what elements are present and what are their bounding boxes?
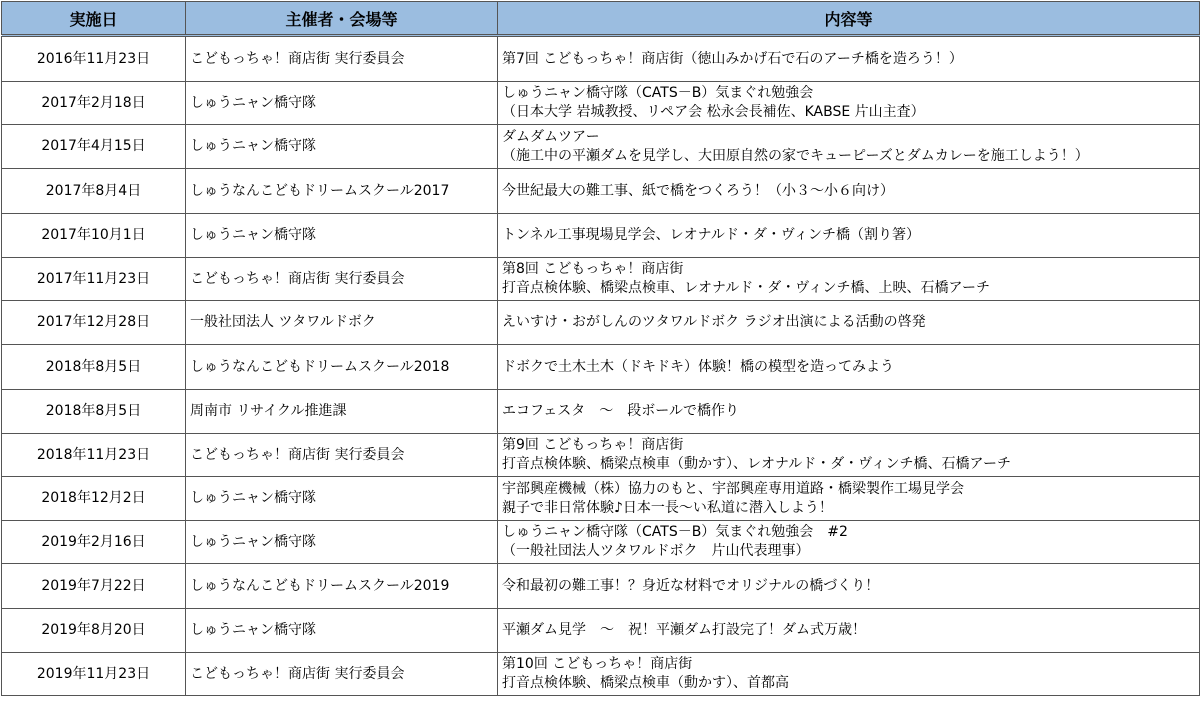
table-row [2,214,1200,258]
table-row [2,301,1200,345]
table-row [2,36,1200,82]
organizer-cell: しゅうなんこどもドリームスクール2017 [186,169,498,214]
organizer-cell: しゅうニャン橋守隊 [186,214,498,258]
organizer-cell: しゅうなんこどもドリームスクール2018 [186,345,498,390]
organizer-cell: しゅうニャン橋守隊 [186,82,498,125]
table-row [2,653,1200,696]
date-cell: 2017年8月4日 [2,169,186,214]
organizer-cell: しゅうニャン橋守隊 [186,477,498,521]
date-cell: 2018年8月5日 [2,345,186,390]
content-cell: 宇部興産機械（株）協力のもと、宇部興産専用道路・橋梁製作工場見学会 親子で非日常体験♪日本一長～い私道に潜入しよう！ [498,477,1200,521]
content-cell: 第8回 こどもっちゃ！商店街 打音点検体験、橋梁点検車、レオナルド・ダ・ヴィンチ橋、上映、石橋アーチ [498,258,1200,301]
date-cell: 2017年4月15日 [2,125,186,169]
content-cell: ドボクで土木土木（ドキドキ）体験！橋の模型を造ってみよう [498,345,1200,390]
table-row [2,390,1200,434]
table-row [2,434,1200,477]
content-cell: ダムダムツアー （施工中の平瀬ダムを見学し、大田原自然の家でキューピーズとダムカレーを施工しよう！） [498,125,1200,169]
header-date: 実施日 [2,2,186,36]
table-row [2,125,1200,169]
date-cell: 2017年2月18日 [2,82,186,125]
organizer-cell: しゅうニャン橋守隊 [186,521,498,564]
date-cell: 2018年12月2日 [2,477,186,521]
organizer-cell: しゅうなんこどもドリームスクール2019 [186,564,498,609]
table-row [2,258,1200,301]
date-cell: 2019年7月22日 [2,564,186,609]
date-cell: 2017年12月28日 [2,301,186,345]
date-cell: 2018年8月5日 [2,390,186,434]
organizer-cell: こどもっちゃ！商店街 実行委員会 [186,653,498,696]
date-cell: 2017年11月23日 [2,258,186,301]
header-row [2,2,1200,36]
organizer-cell: こどもっちゃ！商店街 実行委員会 [186,36,498,82]
content-cell: 今世紀最大の難工事、紙で橋をつくろう！（小３～小６向け） [498,169,1200,214]
header-content: 内容等 [498,2,1200,36]
content-cell: 平瀬ダム見学 ～ 祝！平瀬ダム打設完了！ダム式万歳！ [498,609,1200,653]
table-row [2,345,1200,390]
date-cell: 2016年11月23日 [2,36,186,82]
content-cell: 令和最初の難工事！？身近な材料でオリジナルの橋づくり！ [498,564,1200,609]
organizer-cell: こどもっちゃ！商店街 実行委員会 [186,434,498,477]
content-cell: エコフェスタ ～ 段ボールで橋作り [498,390,1200,434]
content-cell: 第9回 こどもっちゃ！商店街 打音点検体験、橋梁点検車（動かす）、レオナルド・ダ・ヴィンチ橋、石橋アーチ [498,434,1200,477]
content-cell: しゅうニャン橋守隊（CATS－B）気まぐれ勉強会 #2 （一般社団法人ツタワルドボク 片山代表理事） [498,521,1200,564]
table-row [2,609,1200,653]
date-cell: 2019年2月16日 [2,521,186,564]
organizer-cell: しゅうニャン橋守隊 [186,609,498,653]
content-cell: えいすけ・おがしんのツタワルドボク ラジオ出演による活動の啓発 [498,301,1200,345]
table-row [2,477,1200,521]
table-row [2,169,1200,214]
organizer-cell: 一般社団法人 ツタワルドボク [186,301,498,345]
table-row [2,521,1200,564]
content-cell: 第10回 こどもっちゃ！商店街 打音点検体験、橋梁点検車（動かす）、首都高 [498,653,1200,696]
content-cell: しゅうニャン橋守隊（CATS－B）気まぐれ勉強会 （日本大学 岩城教授、リペア会 松永会長補佐、KABSE 片山主査） [498,82,1200,125]
organizer-cell: しゅうニャン橋守隊 [186,125,498,169]
content-cell: 第7回 こどもっちゃ！商店街（徳山みかげ石で石のアーチ橋を造ろう！） [498,36,1200,82]
date-cell: 2019年11月23日 [2,653,186,696]
date-cell: 2017年10月1日 [2,214,186,258]
events-table [1,1,1200,696]
date-cell: 2018年11月23日 [2,434,186,477]
content-cell: トンネル工事現場見学会、レオナルド・ダ・ヴィンチ橋（割り箸） [498,214,1200,258]
date-cell: 2019年8月20日 [2,609,186,653]
organizer-cell: こどもっちゃ！商店街 実行委員会 [186,258,498,301]
table-row [2,564,1200,609]
organizer-cell: 周南市 リサイクル推進課 [186,390,498,434]
table-row [2,82,1200,125]
header-organizer: 主催者・会場等 [186,2,498,36]
